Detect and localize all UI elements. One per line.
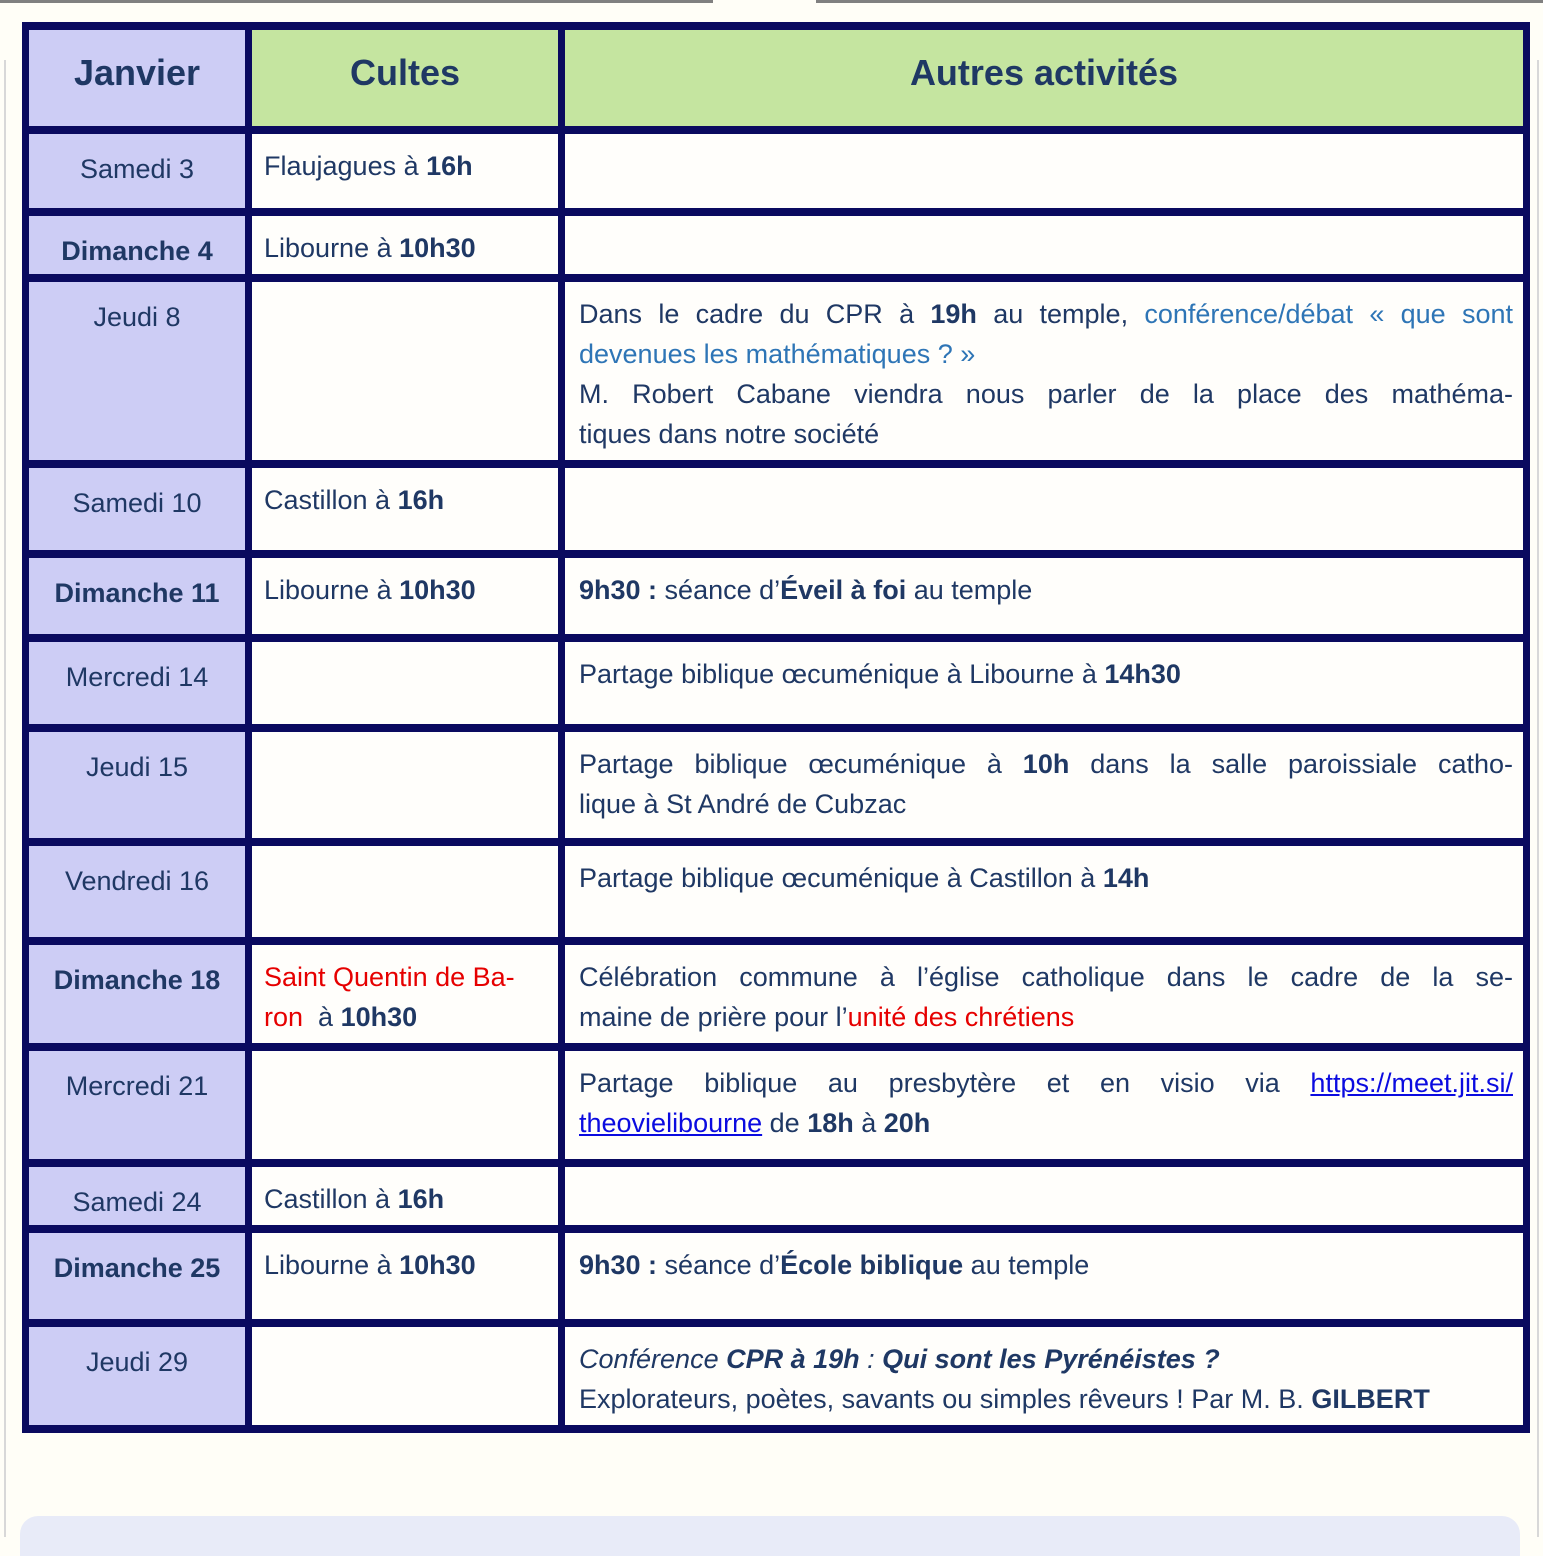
day-cell: [26, 842, 249, 941]
text-run: Célébration commune à l’église catholique dans le cadre de la se-: [579, 962, 1513, 992]
time-value: 14h30: [1104, 659, 1181, 689]
activities-cell: [562, 1323, 1527, 1429]
meet-link[interactable]: theovielibourne: [579, 1108, 763, 1138]
activities-cell: [562, 1047, 1527, 1163]
text-line: [579, 858, 1513, 898]
text-run: Partage biblique œcuménique à Castillon à: [579, 863, 1103, 893]
day-cell: [26, 1163, 249, 1229]
day-label: Vendredi 16: [64, 866, 210, 896]
day-label: Samedi 24: [72, 1187, 202, 1217]
text-run: Partage biblique œcuménique à: [579, 749, 1023, 779]
text-run: à: [310, 1002, 341, 1032]
activities-cell: [562, 464, 1527, 554]
time-value: 14h: [1102, 863, 1150, 893]
text-run: dans la salle paroissiale catho-: [1069, 749, 1513, 779]
page-top-bar-right: [816, 0, 1543, 3]
text-run: Partage biblique œcuménique à Libourne à: [579, 659, 1105, 689]
text-line: [579, 334, 1513, 374]
table-row: [26, 212, 1527, 278]
text-run: ron: [264, 1002, 311, 1032]
text-run: lique à St André de Cubzac: [579, 789, 907, 819]
text-run: Libourne à: [264, 233, 400, 263]
text-run: GILBERT: [1311, 1384, 1430, 1414]
time-value: 10h30: [399, 233, 476, 263]
page-right-edge: [1537, 60, 1539, 1537]
text-line: [264, 957, 550, 997]
text-line: [579, 784, 1513, 824]
text-run: au temple: [906, 575, 1033, 605]
text-run: Dans le cadre du CPR à: [579, 299, 931, 329]
cultes-cell: [249, 212, 562, 278]
time-value: 10h30: [399, 1250, 476, 1280]
text-run: unité des chrétiens: [847, 1002, 1075, 1032]
table-row: [26, 554, 1527, 638]
day-label: Dimanche 25: [53, 1253, 221, 1283]
day-cell: [26, 464, 249, 554]
cultes-cell: [249, 1323, 562, 1429]
text-run: séance d’: [657, 575, 781, 605]
text-run: Castillon à: [264, 1184, 398, 1214]
text-run: Éveil à foi: [780, 575, 907, 605]
activities-cell: [562, 842, 1527, 941]
cultes-cell: [249, 278, 562, 464]
time-value: 19h: [930, 299, 977, 329]
text-line: [579, 1103, 1513, 1143]
text-run: à: [853, 1108, 884, 1138]
day-label: Dimanche 18: [53, 965, 221, 995]
text-line: [264, 146, 550, 186]
meet-link[interactable]: https://meet.jit.si/: [1310, 1068, 1513, 1098]
text-run: Conférence: [579, 1344, 727, 1374]
cultes-cell: [249, 728, 562, 842]
time-value: 9h30 :: [579, 1250, 658, 1280]
day-cell: [26, 212, 249, 278]
day-label: Jeudi 15: [85, 752, 189, 782]
activities-cell: [562, 1163, 1527, 1229]
day-cell: [26, 278, 249, 464]
text-run: au temple: [963, 1250, 1090, 1280]
cultes-cell: [249, 842, 562, 941]
time-value: 16h: [397, 1184, 445, 1214]
text-run: séance d’: [657, 1250, 781, 1280]
header-row: [26, 26, 1527, 130]
table-row: [26, 842, 1527, 941]
day-cell: [26, 728, 249, 842]
activities-cell: [562, 212, 1527, 278]
text-run: Libourne à: [264, 575, 400, 605]
cultes-cell: [249, 941, 562, 1047]
text-line: [579, 570, 1513, 610]
cultes-cell: [249, 130, 562, 212]
text-line: [264, 1245, 550, 1285]
day-label: Samedi 3: [79, 154, 195, 184]
page-left-edge: [4, 60, 6, 1537]
text-run: Flaujagues à: [264, 151, 427, 181]
table-row: [26, 638, 1527, 728]
table-row: [26, 464, 1527, 554]
cultes-cell: [249, 638, 562, 728]
text-line: [264, 228, 550, 268]
text-line: [579, 1245, 1513, 1285]
activities-cell: [562, 278, 1527, 464]
text-line: [264, 997, 550, 1037]
text-run: Libourne à: [264, 1250, 400, 1280]
text-run: au temple,: [976, 299, 1145, 329]
day-label: Jeudi 8: [93, 302, 181, 332]
text-line: [579, 1063, 1513, 1103]
table-row: [26, 278, 1527, 464]
page-top-bar-left: [0, 0, 713, 3]
activities-cell: [562, 1229, 1527, 1323]
text-line: [579, 1339, 1513, 1379]
day-cell: [26, 554, 249, 638]
cultes-cell: [249, 464, 562, 554]
time-value: 10h: [1022, 749, 1070, 779]
activities-cell: [562, 638, 1527, 728]
text-line: [579, 414, 1513, 454]
day-label: Samedi 10: [72, 488, 202, 518]
text-run: maine de prière pour l’: [579, 1002, 848, 1032]
table-row: [26, 1163, 1527, 1229]
text-line: [264, 570, 550, 610]
text-line: [579, 997, 1513, 1037]
activities-cell: [562, 728, 1527, 842]
footer-panel: [20, 1516, 1520, 1556]
text-run: Saint Quentin de Ba-: [264, 962, 515, 992]
day-cell: [26, 1323, 249, 1429]
text-run: devenues les mathématiques ? »: [579, 339, 976, 369]
cultes-cell: [249, 1229, 562, 1323]
table-row: [26, 941, 1527, 1047]
day-cell: [26, 638, 249, 728]
day-cell: [26, 1229, 249, 1323]
text-line: [579, 1379, 1513, 1419]
time-value: 10h30: [399, 575, 476, 605]
day-cell: [26, 941, 249, 1047]
day-label: Mercredi 14: [65, 662, 209, 692]
text-run: M. Robert Cabane viendra nous parler de la place des mathéma-: [579, 379, 1513, 409]
table-row: [26, 130, 1527, 212]
cultes-cell: [249, 1163, 562, 1229]
table-row: [26, 1047, 1527, 1163]
header-autres-activites: Autres activités: [562, 26, 1527, 130]
day-cell: [26, 130, 249, 212]
table-row: [26, 728, 1527, 842]
text-run: :: [859, 1344, 883, 1374]
day-label: Jeudi 29: [85, 1347, 189, 1377]
activities-cell: [562, 130, 1527, 212]
text-line: [579, 294, 1513, 334]
header-month: Janvier: [26, 26, 249, 130]
cultes-cell: [249, 554, 562, 638]
text-run: Partage biblique au presbytère et en visio via: [579, 1068, 1311, 1098]
cultes-cell: [249, 1047, 562, 1163]
text-line: [579, 374, 1513, 414]
table-row: [26, 1229, 1527, 1323]
text-run: École biblique: [780, 1250, 964, 1280]
table-row: [26, 1323, 1527, 1429]
text-line: [264, 1179, 550, 1219]
time-value: 18h: [807, 1108, 854, 1138]
text-run: Explorateurs, poètes, savants ou simples rêveurs ! Par M. B.: [579, 1384, 1312, 1414]
text-run: de: [762, 1108, 808, 1138]
text-line: [579, 744, 1513, 784]
activities-cell: [562, 941, 1527, 1047]
time-value: 16h: [426, 151, 473, 181]
text-run: conférence/débat « que sont: [1144, 299, 1514, 329]
day-label: Mercredi 21: [65, 1071, 209, 1101]
calendar-table: [22, 22, 1530, 1433]
day-label: Dimanche 4: [61, 236, 213, 266]
text-line: [264, 480, 550, 520]
text-run: CPR à 19h: [726, 1344, 860, 1374]
text-run: tiques dans notre société: [579, 419, 880, 449]
header-cultes: Cultes: [249, 26, 562, 130]
text-run: Castillon à: [264, 485, 398, 515]
time-value: 16h: [397, 485, 445, 515]
text-line: [579, 654, 1513, 694]
time-value: 20h: [883, 1108, 931, 1138]
time-value: 10h30: [340, 1002, 418, 1032]
text-run: Qui sont les Pyrénéistes ?: [882, 1344, 1220, 1374]
day-cell: [26, 1047, 249, 1163]
time-value: 9h30 :: [579, 575, 658, 605]
text-line: [579, 957, 1513, 997]
day-label: Dimanche 11: [54, 578, 220, 608]
activities-cell: [562, 554, 1527, 638]
